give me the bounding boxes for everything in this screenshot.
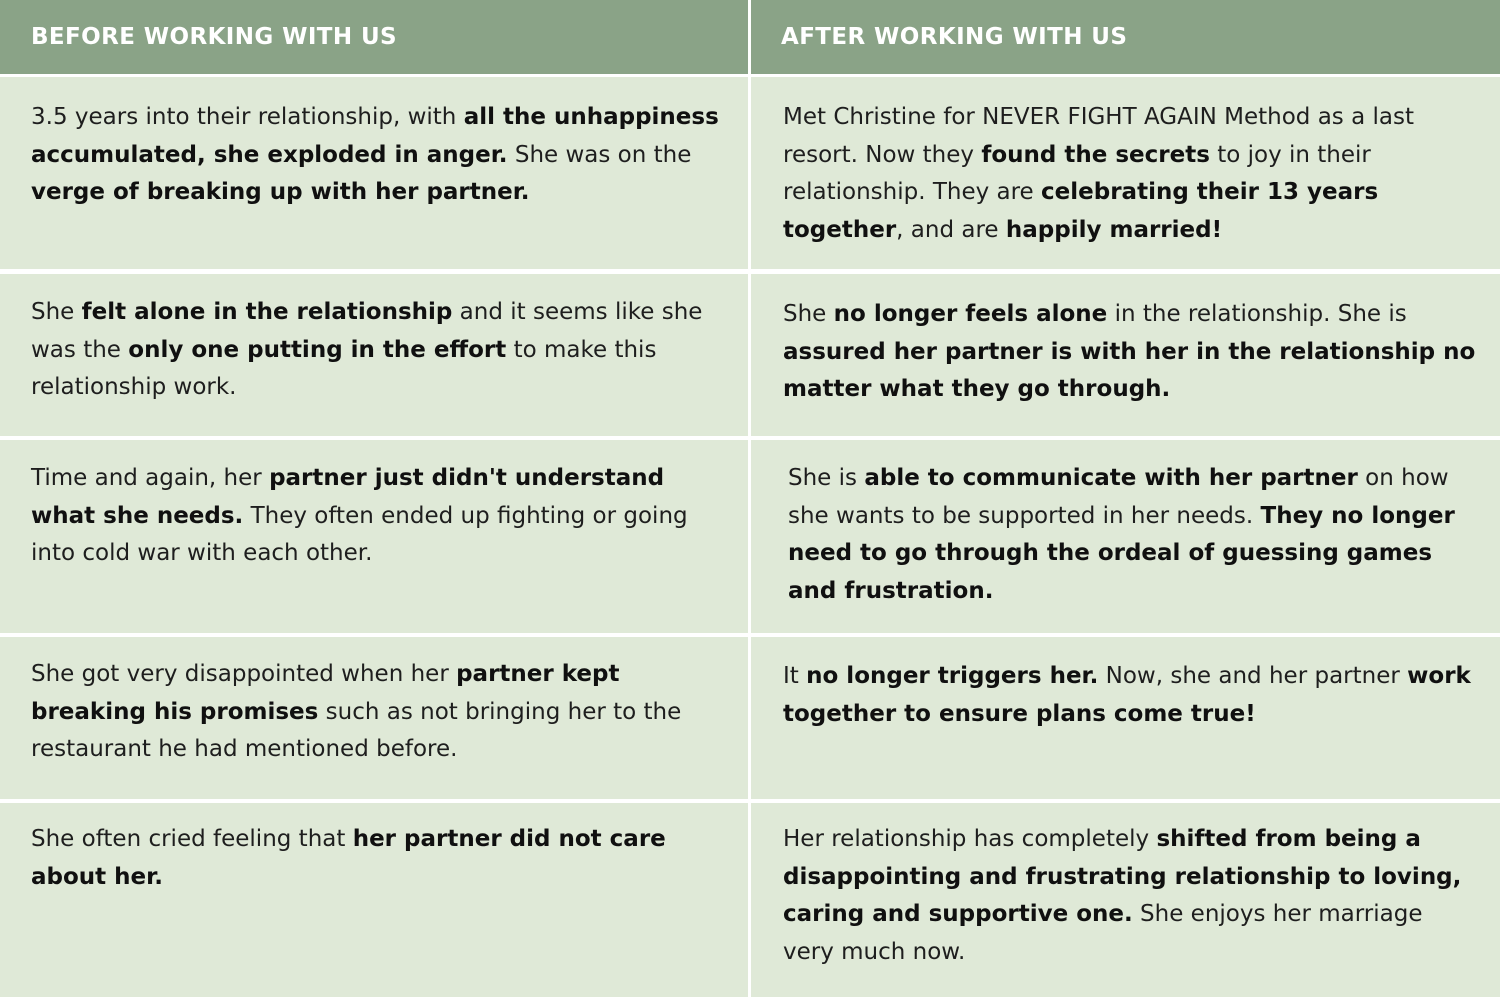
- row-5-before-text: [31, 821, 724, 896]
- body-text: She often cried feeling that: [31, 826, 353, 852]
- row-5-after: [751, 803, 1500, 997]
- emphasis-text: verge of breaking up with her partner.: [31, 179, 530, 205]
- emphasis-text: able to communicate with her partner: [864, 465, 1358, 491]
- row-3-after: [751, 440, 1500, 633]
- row-1-after: [751, 77, 1500, 269]
- emphasis-text: happily married!: [1005, 216, 1223, 243]
- row-3-before-text: [31, 460, 724, 573]
- row-1-before: [0, 77, 748, 269]
- row-2-after: [751, 274, 1500, 436]
- emphasis-text: only one putting in the effort: [128, 336, 507, 363]
- row-2-after-text: [783, 296, 1476, 409]
- body-text: , and are: [896, 216, 1006, 243]
- body-text: to make this relationship work.: [31, 336, 657, 400]
- body-text: She got very disappointed when her: [31, 661, 457, 687]
- body-text: She: [783, 301, 834, 327]
- body-text: Now, she and her partner: [1098, 663, 1408, 689]
- header-after-label: AFTER WORKING WITH US: [781, 24, 1128, 50]
- emphasis-text: found the secrets: [981, 141, 1210, 168]
- emphasis-text: work together to ensure plans come true!: [783, 663, 1471, 727]
- emphasis-text: her partner did not care about her.: [31, 826, 666, 890]
- emphasis-text: partner just didn't understand what she needs.: [31, 465, 665, 529]
- row-4-before-text: [31, 656, 724, 769]
- body-text: Time and again, her: [31, 465, 270, 491]
- emphasis-text: no longer triggers her.: [806, 663, 1099, 689]
- emphasis-text: shifted from being a disappointing and frustrating relationship to loving, caring and supportive one.: [783, 826, 1462, 927]
- emphasis-text: felt alone in the relationship: [81, 299, 453, 325]
- row-2-before: [0, 274, 748, 436]
- row-4-after: [751, 637, 1500, 799]
- row-4-before: [0, 637, 748, 799]
- row-3-before: [0, 440, 748, 633]
- row-1-before-text: [31, 99, 724, 212]
- emphasis-text: assured her partner is with her in the relationship no matter what they go through.: [783, 338, 1476, 402]
- row-2-before-text: [31, 294, 724, 407]
- header-after: [751, 0, 1500, 74]
- body-text: to joy in their relationship. They are: [783, 141, 1371, 205]
- body-text: and it seems like she was the: [31, 299, 703, 363]
- row-1-after-text: [783, 99, 1476, 249]
- emphasis-text: no longer feels alone: [833, 301, 1108, 327]
- body-text: on how she wants to be supported in her needs.: [788, 465, 1449, 529]
- row-5-before: [0, 803, 748, 997]
- body-text: It: [783, 663, 807, 689]
- row-4-after-text: [783, 658, 1476, 733]
- body-text: She enjoys her marriage very much now.: [783, 901, 1423, 965]
- body-text: She is: [788, 465, 865, 491]
- emphasis-text: celebrating their 13 years together: [783, 179, 1379, 243]
- row-3-after-text: [788, 460, 1476, 610]
- body-text: She: [31, 299, 82, 325]
- body-text: Her relationship has completely: [783, 826, 1157, 852]
- body-text: She was on the: [507, 141, 692, 168]
- body-text: 3.5 years into their relationship, with: [31, 104, 464, 130]
- body-text: such as not bringing her to the restaurant he had mentioned before.: [31, 698, 682, 762]
- header-before: [0, 0, 748, 74]
- emphasis-text: all the unhappiness accumulated, she exploded in anger.: [31, 104, 719, 168]
- body-text: in the relationship. She is: [1107, 301, 1407, 327]
- header-before-label: BEFORE WORKING WITH US: [31, 24, 397, 50]
- body-text: They often ended up fighting or going into cold war with each other.: [31, 502, 688, 566]
- emphasis-text: partner kept breaking his promises: [31, 661, 620, 725]
- body-text: Met Christine for NEVER FIGHT AGAIN Method as a last resort. Now they: [783, 104, 1414, 168]
- row-5-after-text: [783, 821, 1476, 971]
- emphasis-text: They no longer need to go through the ordeal of guessing games and frustration.: [788, 502, 1455, 604]
